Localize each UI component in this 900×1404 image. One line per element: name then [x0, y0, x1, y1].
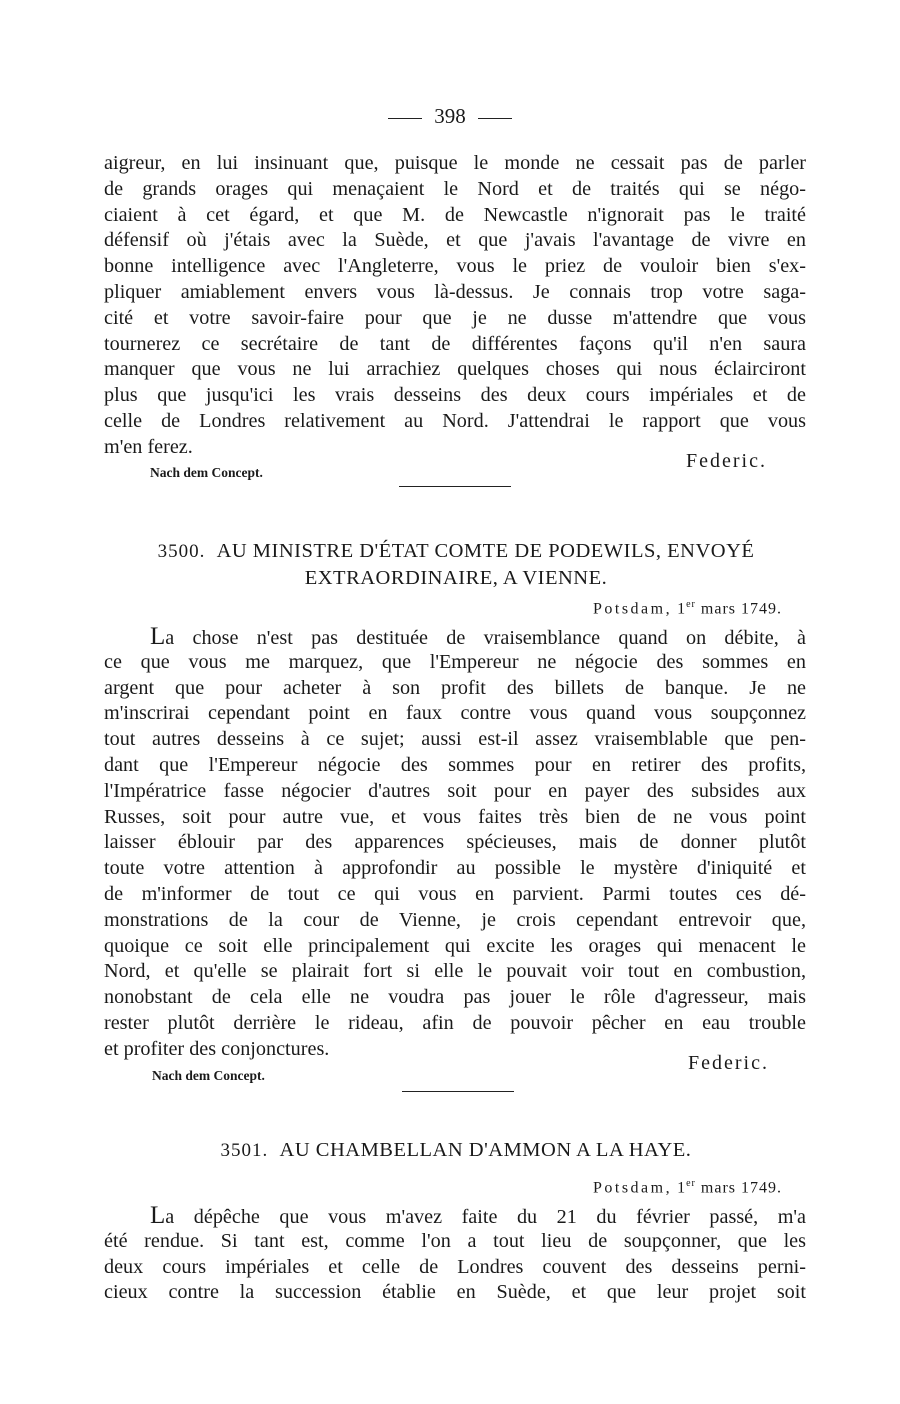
text-line: toute votre attention à approfondir au possible le mystère d'iniquité et: [104, 857, 806, 880]
letter-3500-heading: [100, 538, 812, 591]
text-line: Russes, soit pour autre vue, et vous faites très bien de ne vous point: [104, 805, 806, 828]
letter-3500-title-line1: AU MINISTRE D'ÉTAT COMTE DE PODEWILS, ENVOYÉ: [216, 540, 755, 562]
letter-3500-source-note: Nach dem Concept.: [152, 1068, 265, 1083]
text-line: nonobstant de cela elle ne voudra pas jouer le rôle d'agresseur, mais: [104, 986, 806, 1009]
section-divider: [402, 1091, 514, 1092]
text-line: ce que vous me marquez, que l'Empereur ne négocie des sommes en: [104, 650, 806, 673]
text-line: été rendue. Si tant est, comme l'on a tout lieu de soupçonner, que les: [104, 1229, 806, 1252]
letter-3501-date-day: 1: [677, 1179, 687, 1197]
letter-3501-lines: [104, 1229, 806, 1306]
text-line: ciaient à cet égard, et que M. de Newcastle n'ignorait pas le traité: [104, 203, 806, 226]
letter-3500-date-sup: er: [686, 599, 696, 610]
text-line: laisser éblouir par des apparences spécieuses, mais de donner plutôt: [104, 831, 806, 854]
text-line: tournerez ce secrétaire de tant de différentes façons qu'il n'en saura: [104, 332, 806, 355]
text-line: m'en ferez.: [104, 435, 193, 458]
letter-3501-date-sup: er: [686, 1178, 696, 1189]
letter-3501-number: 3501.: [220, 1140, 269, 1161]
text-line: aigreur, en lui insinuant que, puisque le monde ne cessait pas de parler: [104, 152, 806, 174]
letter-3501-date-rest: mars 1749.: [700, 1179, 782, 1197]
text-line: m'inscrirai cependant point en faux contre vous quand vous soupçonnez: [104, 702, 806, 725]
letter-3500-heading-line1: [100, 538, 812, 565]
letter-3501-first-line-text: a dépêche que vous m'avez faite du 21 du février passé, m'a: [165, 1206, 806, 1228]
text-line: rester plutôt derrière le rideau, afin de pouvoir pêcher en eau trouble: [104, 1011, 806, 1034]
text-line: dant que l'Empereur négocie des sommes pour en retirer des profits,: [104, 753, 806, 776]
text-line: plus que jusqu'ici les vrais desseins des deux cours impériales et de: [104, 384, 806, 407]
text-line: cité et votre savoir-faire pour que je ne dusse m'attendre que vous: [104, 306, 806, 329]
letter-3500-dropcap: L: [150, 623, 166, 650]
text-line: deux cours impériales et celle de Londres couvent des desseins perni-: [104, 1255, 806, 1278]
text-line: de grands orages qui menaçaient le Nord et de traités qui se négo-: [104, 177, 806, 200]
letter-3501-body: [104, 1203, 806, 1306]
text-line: bonne intelligence avec l'Angleterre, vous le priez de vouloir bien s'ex-: [104, 255, 806, 278]
text-line: quoique ce soit elle principalement qui excite les orages qui menacent le: [104, 934, 806, 957]
letter-3500-first-line: [104, 624, 806, 650]
text-line: et profiter des conjonctures.: [104, 1037, 330, 1060]
letter-3500-dateline: [593, 599, 782, 618]
page-number: [0, 104, 900, 129]
letter-3501-heading: [100, 1137, 812, 1164]
letter-3500-lines: [104, 650, 806, 1063]
letter-3500-date-rest: mars 1749.: [700, 600, 782, 618]
letter-3500-signature: Federic.: [688, 1052, 769, 1074]
text-line: monstrations de la cour de Vienne, je crois cependant entrevoir que,: [104, 908, 806, 931]
page-number-dash-left: [388, 118, 422, 119]
page-number-dash-right: [478, 118, 512, 119]
continuation-signature: Federic.: [686, 450, 767, 472]
text-line: défensif où j'étais avec la Suède, et que j'avais l'avantage de vivre en: [104, 229, 806, 252]
text-line: argent que pour acheter à son profit des billets de banque. Je ne: [104, 676, 806, 699]
letter-3501-title: AU CHAMBELLAN D'AMMON A LA HAYE.: [279, 1139, 692, 1161]
letter-3501-first-line: [104, 1203, 806, 1229]
text-line: de m'informer de tout ce qui vous en parvient. Parmi toutes ces dé-: [104, 882, 806, 905]
letter-3500-title-line2: EXTRAORDINAIRE, A VIENNE.: [304, 567, 608, 589]
text-line: l'Impératrice fasse négocier d'autres soit pour en payer des subsides aux: [104, 779, 806, 802]
letter-3501-dropcap: L: [150, 1202, 166, 1229]
continuation-paragraph: [104, 151, 806, 461]
letter-3500-number: 3500.: [157, 541, 206, 562]
letter-3500-first-line-text: a chose n'est pas destituée de vraisemblance quand on débite, à: [165, 627, 806, 649]
text-line: celle de Londres relativement au Nord. J'attendrai le rapport que vous: [104, 409, 806, 432]
letter-3500-date-day: 1: [677, 600, 687, 618]
letter-3501-dateline: [593, 1178, 782, 1197]
section-divider: [399, 486, 511, 487]
text-line: Nord, et qu'elle se plairait fort si elle le pouvait voir tout en combustion,: [104, 960, 806, 983]
page-number-text: 398: [434, 104, 466, 128]
continuation-source-note: Nach dem Concept.: [150, 465, 263, 480]
text-line: pliquer amiablement envers vous là-dessus. Je connais trop votre saga-: [104, 280, 806, 303]
text-line: manquer que vous ne lui arrachiez quelques choses qui nous éclairciront: [104, 358, 806, 381]
text-line: cieux contre la succession établie en Suède, et que leur projet soit: [104, 1281, 806, 1304]
letter-3500-date-place: Potsdam,: [592, 600, 673, 618]
text-line: tout autres desseins à ce sujet; aussi est-il assez vraisemblable que pen-: [104, 728, 806, 751]
letter-3501-date-place: Potsdam,: [592, 1179, 673, 1197]
letter-3500-body: [104, 624, 806, 1063]
